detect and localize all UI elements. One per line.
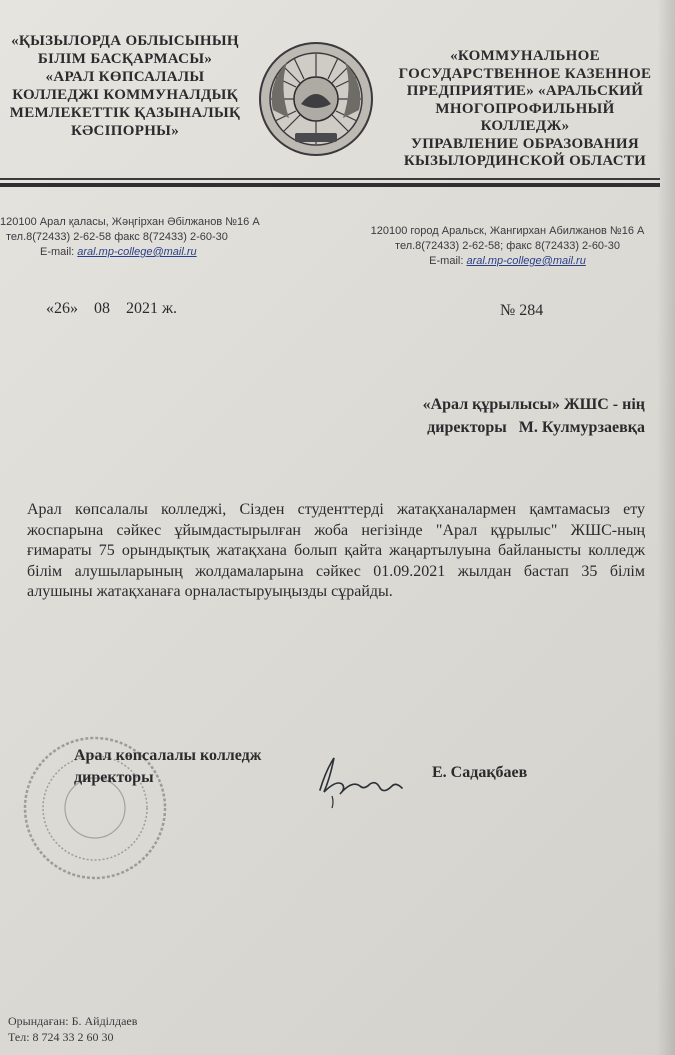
executor-phone: Тел: 8 724 33 2 60 30 [8, 1030, 114, 1044]
header-right-line: ГОСУДАРСТВЕННОЕ КАЗЕННОЕ [398, 65, 652, 82]
executor-name: Орындаған: Б. Айділдаев [8, 1014, 138, 1028]
document-number: № 284 [500, 302, 544, 319]
header-right-org-name [390, 48, 660, 171]
address-right [355, 224, 660, 269]
recipient-block [360, 393, 645, 439]
address-right-email-row [355, 254, 660, 269]
header-left-line: МЕМЛЕКЕТТІК ҚАЗЫНАЛЫҚ [9, 105, 241, 121]
header-right-line: МНОГОПРОФИЛЬНЫЙ [435, 100, 615, 117]
header-divider-thick [0, 183, 660, 187]
header-left-org-name [0, 32, 250, 140]
header-left-line: «ҚЫЗЫЛОРДА ОБЛЫСЫНЫҢ [11, 33, 239, 49]
address-right-line: 120100 город Аральск, Жангирхан Абилжанов №16 А [370, 225, 645, 237]
signer-title [74, 745, 261, 789]
address-left [0, 215, 300, 260]
header-right-line: ПРЕДПРИЯТИЕ» «АРАЛЬСКИЙ [406, 83, 644, 99]
email-label: E-mail: [429, 255, 467, 267]
handwritten-signature-icon [312, 750, 412, 810]
header-left-line: КӘСІПОРНЫ» [70, 123, 180, 139]
header-divider-thin [0, 178, 660, 180]
footer-executor [8, 1013, 137, 1045]
signer-name: Е. Садақбаев [432, 764, 528, 781]
recipient-line: «Арал құрылысы» ЖШС - нің [422, 396, 645, 413]
header-right-line: КЫЗЫЛОРДИНСКОЙ ОБЛАСТИ [403, 153, 647, 169]
header-right-line: УПРАВЛЕНИЕ ОБРАЗОВАНИЯ [411, 135, 639, 152]
header-right-line: КОЛЛЕДЖ» [480, 118, 570, 134]
signer-title-line: Арал көпсалалы колледж [74, 747, 262, 764]
header-left-line: «АРАЛ КӨПСАЛАЛЫ [45, 69, 205, 85]
header-right-line: «КОММУНАЛЬНОЕ [450, 48, 600, 64]
recipient-line: директоры М. Кулмурзаевқа [427, 419, 645, 436]
email-link[interactable]: aral.mp-college@mail.ru [466, 255, 586, 267]
address-left-email-row [0, 245, 300, 260]
letter-body: Арал көпсалалы колледжі, Сізден студенттерді жатақханалармен қамтамасыз ету жоспарына сәйкес ұйымдастырылған жоба негізінде "Арал құрылыс" ЖШС-ның ғимараты 75 орындықтық жатақхана болып қайта жаңартылуына байланысты колледж білім алушыларының жолдамаларына сәйкес 01.09.2021 жылдан бастап 35 білім алушыны жатақханаға орналастыруыңызды сұрайды. [27, 501, 645, 600]
header-left-line: БІЛІМ БАСҚАРМАСЫ» [37, 51, 213, 67]
address-left-line: тел.8(72433) 2-62-58 факс 8(72433) 2-60-30 [6, 231, 228, 243]
address-left-line: 120100 Арал қаласы, Жәңгірхан Әбілжанов №16 А [0, 216, 260, 228]
email-label: E-mail: [40, 246, 78, 258]
email-link[interactable]: aral.mp-college@mail.ru [77, 246, 197, 258]
address-right-line: тел.8(72433) 2-62-58; факс 8(72433) 2-60-30 [395, 240, 620, 252]
document-date: «26» 08 2021 ж. [46, 300, 178, 317]
state-emblem-icon [257, 40, 375, 158]
header-left-line: КОЛЛЕДЖІ КОММУНАЛДЫҚ [12, 87, 238, 103]
signer-title-line: директоры [74, 769, 154, 786]
